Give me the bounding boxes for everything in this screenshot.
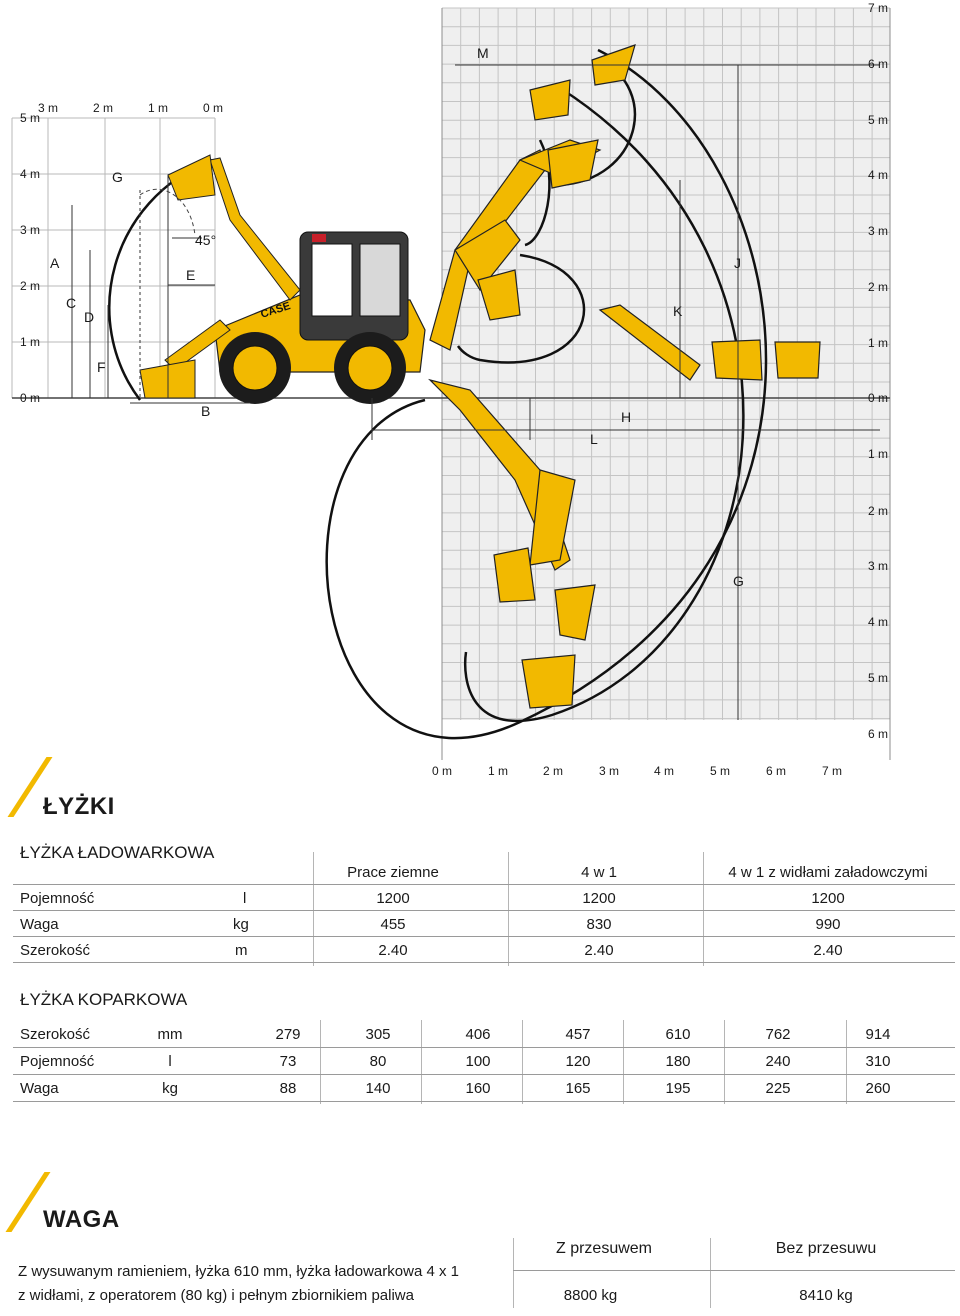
koparkowa-row-unit: kg	[162, 1080, 178, 1097]
dim-label-c: C	[66, 295, 77, 311]
left-axis-label: 1 m	[19, 335, 40, 349]
koparkowa-row-unit: l	[168, 1053, 172, 1070]
dim-label-j: J	[734, 255, 741, 271]
koparkowa-row-unit: mm	[157, 1026, 183, 1043]
koparkowa-row-label: Waga	[20, 1080, 59, 1097]
koparkowa-cell: 88	[279, 1080, 297, 1097]
koparkowa-row-label: Pojemność	[20, 1053, 95, 1070]
right-axis-label: 2 m	[867, 280, 888, 294]
dim-label-d: D	[84, 309, 95, 325]
koparkowa-cell: 310	[865, 1053, 891, 1070]
waga-value: 8800 kg	[563, 1287, 618, 1304]
waga-description: Z wysuwanym ramieniem, łyżka 610 mm, łyżka ładowarkowa 4 x 1	[18, 1263, 459, 1280]
top-axis-label: 3 m	[37, 101, 59, 115]
koparkowa-title: ŁYŻKA KOPARKOWA	[20, 990, 188, 1009]
dim-label-e: E	[186, 267, 196, 283]
waga-col-header: Z przesuwem	[555, 1240, 653, 1257]
cab-light	[312, 234, 326, 242]
ladowarkowa-col-header: 4 w 1	[581, 864, 617, 881]
koparkowa-cell: 406	[465, 1026, 491, 1043]
bottom-axis-label: 5 m	[709, 764, 731, 778]
ladowarkowa-cell: 990	[815, 916, 841, 933]
ladowarkowa-cell: 2.40	[813, 942, 843, 959]
right-axis-label: 6 m	[867, 727, 888, 741]
bottom-axis-label: 3 m	[598, 764, 620, 778]
ladowarkowa-row-unit: m	[235, 942, 248, 959]
koparkowa-cell: 120	[565, 1053, 591, 1070]
right-axis-label: 1 m	[867, 447, 888, 461]
koparkowa-cell: 160	[465, 1080, 491, 1097]
ladowarkowa-title: ŁYŻKA ŁADOWARKOWA	[20, 843, 215, 862]
top-axis-label: 0 m	[202, 101, 224, 115]
bottom-axis-label: 1 m	[487, 764, 509, 778]
koparkowa-cell: 100	[465, 1053, 491, 1070]
bucket-icon	[712, 340, 762, 380]
koparkowa-cell: 195	[665, 1080, 691, 1097]
koparkowa-cell: 279	[275, 1026, 301, 1043]
ladowarkowa-row-label: Waga	[20, 916, 59, 933]
dim-label-l: L	[590, 431, 598, 447]
left-axis-label: 2 m	[19, 279, 40, 293]
left-axis-label: 4 m	[19, 167, 40, 181]
koparkowa-cell: 140	[365, 1080, 391, 1097]
bottom-axis-label: 4 m	[653, 764, 675, 778]
bucket-icon	[775, 342, 820, 378]
koparkowa-cell: 240	[765, 1053, 791, 1070]
koparkowa-cell: 80	[369, 1053, 387, 1070]
left-axis-label: 0 m	[19, 391, 40, 405]
right-axis-label: 0 m	[867, 391, 888, 405]
ladowarkowa-cell: 1200	[376, 890, 410, 907]
right-axis-label: 3 m	[867, 559, 888, 573]
bucket-icon	[494, 548, 535, 602]
ladowarkowa-col-header: 4 w 1 z widłami załadowczymi	[728, 864, 928, 881]
cab-window	[360, 244, 400, 316]
right-axis-label: 1 m	[867, 336, 888, 350]
section-title-waga: WAGA	[43, 1206, 120, 1233]
dim-label-h: H	[621, 409, 632, 425]
right-axis-label: 4 m	[867, 615, 888, 629]
top-axis-label: 2 m	[92, 101, 114, 115]
dim-label-g-right: G	[733, 573, 744, 589]
ladowarkowa-cell: 2.40	[378, 942, 408, 959]
bottom-axis-label: 0 m	[431, 764, 453, 778]
bottom-axis-label: 6 m	[765, 764, 787, 778]
right-axis-label: 5 m	[867, 671, 888, 685]
left-axis-label: 3 m	[19, 223, 40, 237]
right-axis-label: 5 m	[867, 113, 888, 127]
right-axis-label: 6 m	[867, 57, 888, 71]
koparkowa-cell: 180	[665, 1053, 691, 1070]
dim-label-f: F	[97, 359, 106, 375]
loader-bucket-raised	[168, 155, 215, 200]
ladowarkowa-cell: 2.40	[584, 942, 614, 959]
top-axis-label: 1 m	[147, 101, 169, 115]
ladowarkowa-cell: 1200	[582, 890, 616, 907]
ladowarkowa-cell: 1200	[811, 890, 845, 907]
ladowarkowa-row-unit: kg	[233, 916, 249, 933]
backhoe-loader-machine	[140, 155, 425, 404]
koparkowa-row-label: Szerokość	[20, 1026, 91, 1043]
ladowarkowa-cell: 830	[586, 916, 612, 933]
koparkowa-cell: 260	[865, 1080, 891, 1097]
ladowarkowa-cell: 455	[380, 916, 406, 933]
dim-label-m: M	[477, 45, 489, 61]
waga-col-header: Bez przesuwu	[775, 1240, 877, 1257]
koparkowa-cell: 165	[565, 1080, 591, 1097]
koparkowa-cell: 914	[865, 1026, 891, 1043]
koparkowa-cell: 305	[365, 1026, 391, 1043]
waga-value: 8410 kg	[799, 1287, 853, 1304]
dim-label-g-left: G	[112, 169, 123, 185]
ladowarkowa-row-label: Pojemność	[20, 890, 95, 907]
section-title-lyzki: ŁYŻKI	[43, 793, 115, 820]
koparkowa-cell: 73	[279, 1053, 297, 1070]
ladowarkowa-row-label: Szerokość	[20, 942, 91, 959]
bottom-axis-label: 2 m	[542, 764, 564, 778]
bucket-icon	[522, 655, 575, 708]
right-axis-label: 2 m	[867, 504, 888, 518]
koparkowa-cell: 225	[765, 1080, 791, 1097]
right-axis-label: 3 m	[867, 224, 888, 238]
case-decal: CASE	[259, 299, 292, 321]
ladowarkowa-col-header: Prace ziemne	[347, 864, 439, 881]
dim-label-a: A	[50, 255, 60, 271]
waga-description: z widłami, z operatorem (80 kg) i pełnym zbiornikiem paliwa	[18, 1287, 414, 1304]
right-axis-label: 4 m	[867, 168, 888, 182]
dim-label-b: B	[201, 403, 211, 419]
bottom-axis-label: 7 m	[821, 764, 843, 778]
ladowarkowa-row-unit: l	[243, 890, 247, 907]
koparkowa-cell: 457	[565, 1026, 591, 1043]
right-axis-label: 7 m	[867, 1, 888, 15]
koparkowa-cell: 762	[765, 1026, 791, 1043]
koparkowa-cell: 610	[665, 1026, 691, 1043]
cab-window	[312, 244, 352, 316]
left-axis-label: 5 m	[19, 111, 40, 125]
angle-label: 45°	[195, 232, 217, 248]
dim-label-k: K	[673, 303, 683, 319]
loader-arm	[210, 158, 300, 300]
